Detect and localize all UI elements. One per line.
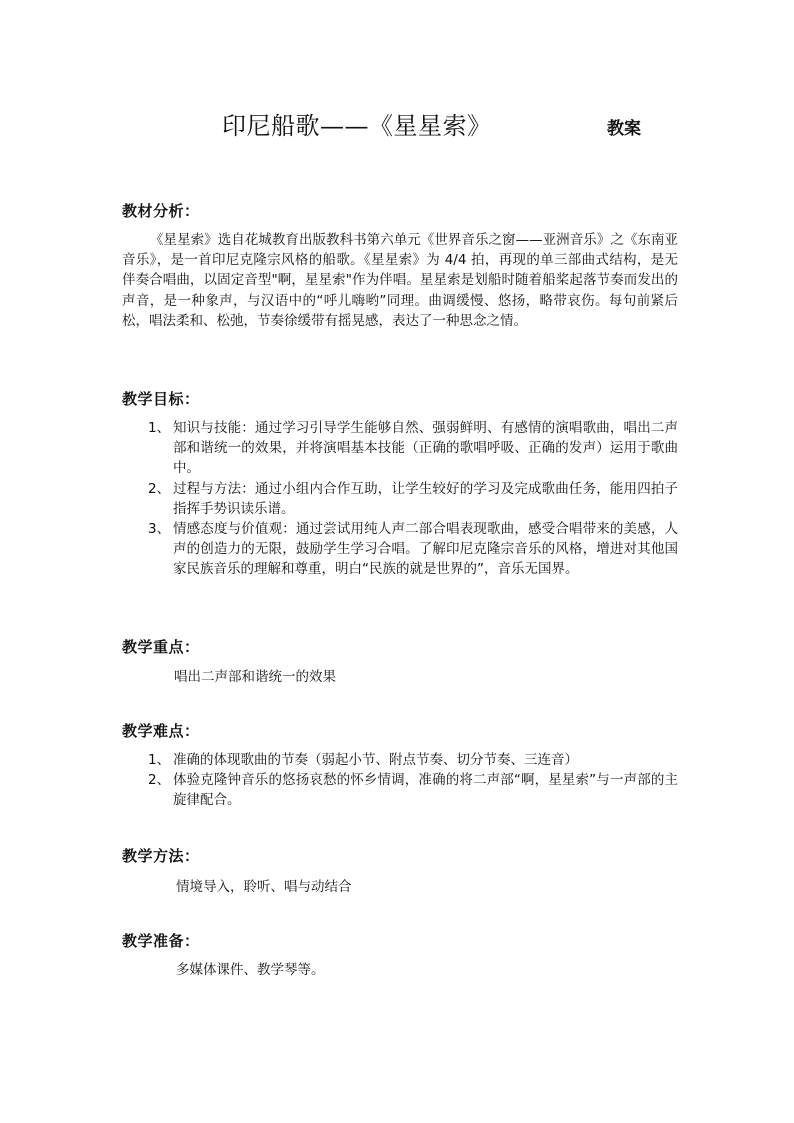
preparation-text: 多媒体课件、教学琴等。	[176, 962, 325, 978]
list-item	[148, 479, 678, 519]
methods-heading: 教学方法：	[122, 847, 200, 865]
analysis-heading: 教材分析：	[122, 202, 200, 220]
list-item-number: 2、	[148, 480, 171, 497]
title-row	[0, 106, 794, 142]
document-title: 印尼船歌——《星星索》	[222, 112, 492, 140]
key-points-heading: 教学重点：	[122, 638, 200, 656]
list-item-text: 体验克隆钟音乐的悠扬哀愁的怀乡情调，准确的将二声部“啊，星星索”与一声部的主旋律配合。	[173, 772, 678, 809]
goals-heading: 教学目标：	[122, 390, 200, 408]
list-item-number: 1、	[148, 420, 171, 436]
key-points-text: 唱出二声部和谐统一的效果	[174, 669, 336, 685]
methods-text: 情境导入，聆听、唱与动结合	[176, 879, 352, 895]
list-item-number: 2、	[148, 772, 171, 789]
list-item	[148, 519, 678, 580]
list-item	[148, 418, 678, 479]
document-title-suffix: 教案	[607, 119, 641, 139]
difficulties-list	[148, 750, 678, 811]
list-item-text: 知识与技能：通过学习引导学生能够自然、强弱鲜明、有感情的演唱歌曲，唱出二声部和谐统一的效果，并将演唱基本技能（正确的歌唱呼吸、正确的发声）运用于歌曲中。	[173, 420, 678, 477]
list-item-number: 1、	[148, 752, 171, 768]
preparation-heading: 教学准备：	[122, 932, 200, 950]
difficulties-heading: 教学难点：	[122, 722, 200, 740]
list-item	[148, 750, 678, 770]
list-item-text: 过程与方法：通过小组内合作互助，让学生较好的学习及完成歌曲任务，能用四拍子指挥手势识读乐谱。	[173, 480, 678, 517]
list-item	[148, 770, 678, 810]
list-item-text: 情感态度与价值观：通过尝试用纯人声二部合唱表现歌曲，感受合唱带来的美感，人声的创造力的无限，鼓励学生学习合唱。了解印尼克隆宗音乐的风格，增进对其他国家民族音乐的理解和尊重，明白“民族的就是世界的”，音乐无国界。	[173, 521, 678, 578]
goals-list	[148, 418, 678, 580]
analysis-paragraph: 《星星索》选自花城教育出版教科书第六单元《世界音乐之窗——亚洲音乐》之《东南亚音乐》，是一首印尼克隆宗风格的船歌。《星星索》为 4/4 拍，再现的单三部曲式结构，是无伴奏合唱曲，以固定音型"啊，星星索"作为伴唱。星星索是划船时随着船桨起落节奏而发出的声音，是一种象声，与汉语中的“呼儿嗨哟”同理。曲调缓慢、悠扬，略带哀伤。每句前紧后松，唱法柔和、松弛，节奏徐缓带有摇晃感，表达了一种思念之情。	[122, 232, 678, 329]
list-item-text: 准确的体现歌曲的节奏（弱起小节、附点节奏、切分节奏、三连音）	[173, 752, 578, 768]
list-item-number: 3、	[148, 521, 171, 538]
